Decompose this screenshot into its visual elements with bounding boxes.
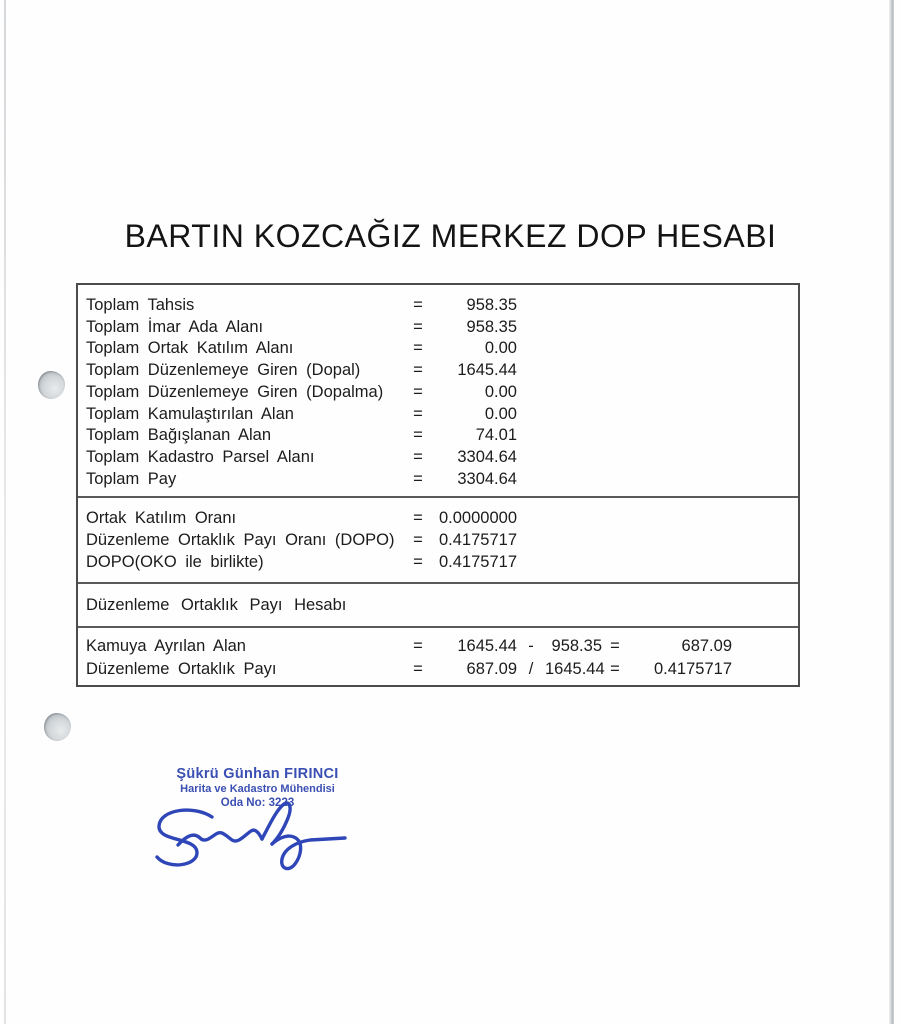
equals-sign: = [413, 382, 423, 401]
table-row [78, 382, 798, 404]
operator-sign: - [528, 637, 534, 655]
row-value: 3304.64 [457, 447, 517, 466]
row-value: 0.00 [484, 404, 517, 423]
equals-sign: = [413, 659, 423, 678]
table-row [78, 425, 798, 447]
equals-sign: = [413, 361, 423, 380]
section-header: Düzenleme Ortaklık Payı Hesabı [86, 596, 347, 614]
row-value: 0.00 [484, 382, 517, 401]
row-value: 0.4175717 [439, 531, 517, 549]
table-row [78, 295, 798, 317]
row-value: 0.0000000 [439, 509, 517, 527]
row-value: 3304.64 [457, 469, 517, 488]
row-label: Toplam Pay [86, 469, 177, 488]
row-value: 74.01 [475, 426, 517, 445]
row-label: Toplam Bağışlanan Alan [86, 426, 272, 445]
equals-sign: = [413, 296, 423, 314]
equals-sign: = [413, 339, 423, 358]
equals-sign: = [413, 404, 423, 423]
row-label: Kamuya Ayrılan Alan [86, 637, 246, 655]
page-title: BARTIN KOZCAĞIZ MERKEZ DOP HESABI [124, 218, 777, 254]
row-label: Toplam Kadastro Parsel Alanı [86, 447, 315, 466]
row-value: 958.35 [466, 317, 517, 336]
operator-sign: / [528, 659, 534, 678]
equals-sign: = [413, 317, 423, 336]
paper-edge-left [4, 0, 6, 1024]
row-result: 687.09 [681, 637, 732, 655]
table-row [78, 507, 798, 529]
stamp-title: Harita ve Kadastro Mühendisi [180, 783, 335, 795]
table-row [78, 404, 798, 426]
table-row [78, 635, 798, 658]
row-value-1: 687.09 [466, 659, 517, 678]
table-row [78, 469, 798, 491]
equals-sign: = [413, 447, 423, 466]
dop-table [76, 283, 800, 687]
table-row [78, 338, 798, 360]
row-label: DOPO(OKO ile birlikte) [86, 553, 264, 571]
equals-sign: = [610, 659, 620, 678]
equals-sign: = [610, 637, 620, 655]
punch-hole-bottom [44, 713, 71, 741]
table-row [78, 360, 798, 382]
table-row [78, 529, 798, 551]
table-section-ratios [78, 496, 798, 582]
row-value: 0.4175717 [439, 553, 517, 571]
equals-sign: = [413, 553, 423, 571]
row-label: Toplam Düzenlemeye Giren (Dopalma) [86, 382, 384, 401]
signature [148, 797, 353, 872]
table-row [78, 447, 798, 469]
row-label: Toplam İmar Ada Alanı [86, 317, 264, 336]
row-value: 1645.44 [457, 361, 517, 380]
row-value: 0.00 [484, 339, 517, 358]
stamp-number: Oda No: 3223 [220, 797, 295, 809]
table-section-calculation [78, 626, 798, 687]
row-value-2: 1645.44 [545, 659, 605, 678]
row-label: Ortak Katılım Oranı [86, 509, 237, 527]
equals-sign: = [413, 509, 423, 527]
row-label: Toplam Düzenlemeye Giren (Dopal) [86, 361, 361, 380]
equals-sign: = [413, 426, 423, 445]
row-value-2: 958.35 [551, 637, 602, 655]
row-value: 958.35 [466, 296, 517, 314]
punch-hole-top [38, 371, 65, 399]
paper-edge-right [889, 0, 894, 1024]
table-row [78, 317, 798, 339]
table-section-calc-header [78, 582, 798, 626]
row-label: Toplam Kamulaştırılan Alan [86, 404, 294, 423]
equals-sign: = [413, 637, 423, 655]
row-label: Düzenleme Ortaklık Payı [86, 659, 277, 678]
equals-sign: = [413, 469, 423, 488]
table-section-totals [78, 285, 798, 496]
equals-sign: = [413, 531, 423, 549]
row-label: Düzenleme Ortaklık Payı Oranı (DOPO) [86, 531, 395, 549]
row-result: 0.4175717 [654, 659, 732, 678]
row-value-1: 1645.44 [457, 637, 517, 655]
stamp-name: Şükrü Günhan FIRINCI [176, 766, 339, 782]
row-label: Toplam Ortak Katılım Alanı [86, 339, 294, 358]
table-row [78, 551, 798, 573]
row-label: Toplam Tahsis [86, 296, 195, 314]
table-row [78, 658, 798, 681]
